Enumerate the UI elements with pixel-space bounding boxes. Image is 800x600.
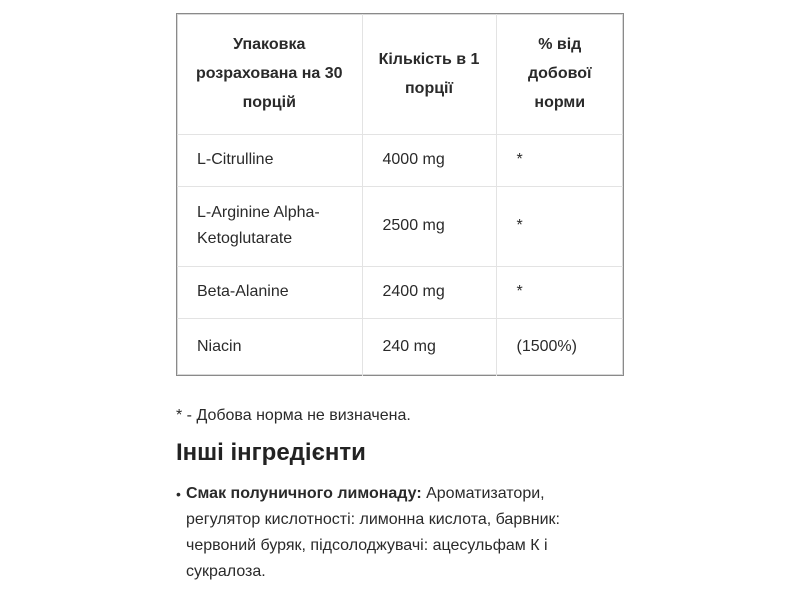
table-row	[177, 186, 623, 266]
ingredient-name: L-Arginine Alpha-Ketoglutarate	[177, 186, 362, 266]
ingredient-amount: 2400 mg	[362, 266, 496, 318]
ingredient-daily-value: *	[496, 186, 623, 266]
ingredient-amount: 4000 mg	[362, 134, 496, 186]
ingredient-amount: 2500 mg	[362, 186, 496, 266]
nutrition-table	[177, 14, 623, 376]
ingredient-name: L-Citrulline	[177, 134, 362, 186]
ingredient-daily-value: *	[496, 134, 623, 186]
ingredient-daily-value: (1500%)	[496, 318, 623, 376]
table-header-row	[177, 14, 623, 134]
nutrition-table-container	[176, 13, 624, 376]
bullet-icon: •	[176, 486, 181, 502]
flavor-ingredients-text: Ароматизатори, регулятор кислотності: лимонна кислота, барвник: червоний буряк, підсолоджувачі: ацесульфам К і сукралоза.	[186, 485, 560, 580]
ingredient-name: Niacin	[177, 318, 362, 376]
header-daily-value: % від добової норми	[496, 14, 623, 134]
other-ingredients-list	[176, 481, 616, 585]
table-row	[177, 318, 623, 376]
table-row	[177, 266, 623, 318]
ingredient-daily-value: *	[496, 266, 623, 318]
header-servings: Упаковка розрахована на 30 порцій	[177, 14, 362, 134]
other-ingredients-title: Інші інгредієнти	[176, 439, 366, 466]
daily-value-footnote: * - Добова норма не визначена.	[176, 407, 411, 424]
header-amount-per-serving: Кількість в 1 порції	[362, 14, 496, 134]
list-item	[176, 481, 616, 585]
ingredient-name: Beta-Alanine	[177, 266, 362, 318]
ingredient-amount: 240 mg	[362, 318, 496, 376]
table-row	[177, 134, 623, 186]
flavor-label: Смак полуничного лимонаду:	[186, 485, 422, 502]
